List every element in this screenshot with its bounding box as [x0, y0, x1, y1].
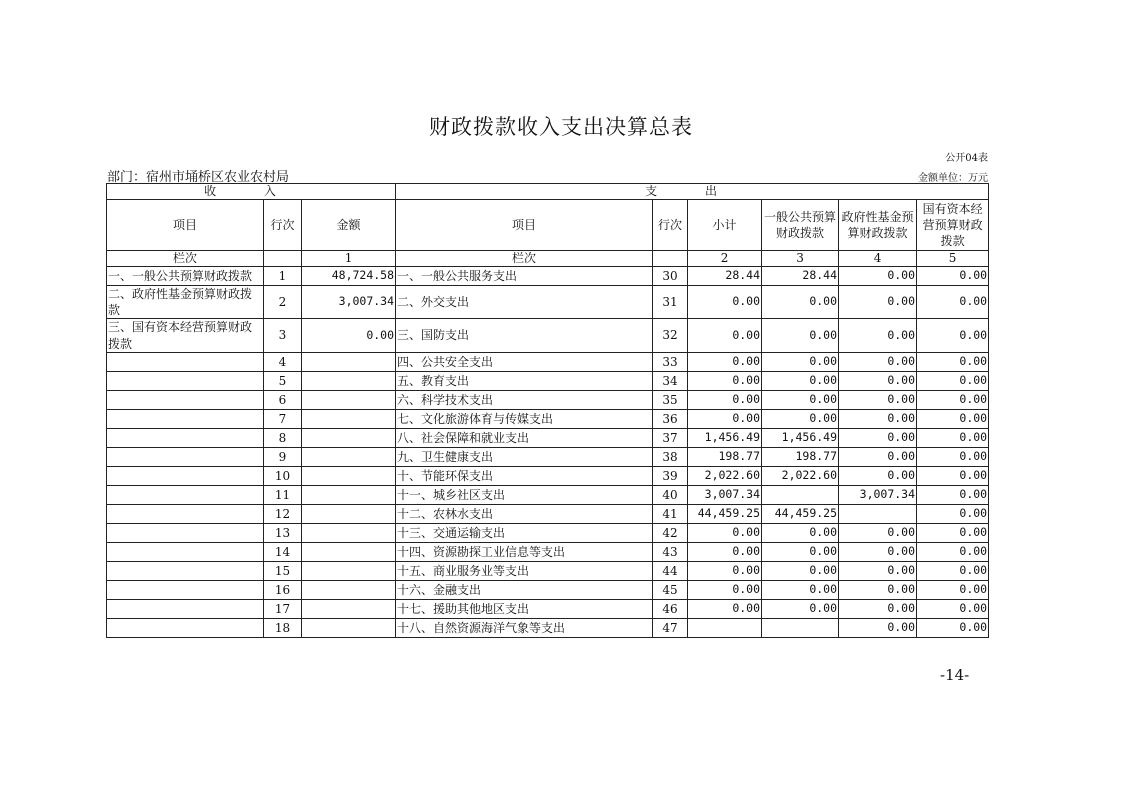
- expense-line-no-cell: 36: [653, 409, 688, 428]
- expense-item-cell: 十三、交通运输支出: [396, 523, 653, 542]
- gov-fund-cell: 0.00: [839, 390, 917, 409]
- income-amount-cell: 3,007.34: [302, 286, 396, 319]
- header-income-item: 项目: [107, 200, 264, 251]
- state-capital-cell: 0.00: [917, 523, 989, 542]
- income-amount-cell: [302, 447, 396, 466]
- income-item-cell: 三、国有资本经营预算财政拨款: [107, 319, 264, 352]
- subtotal-cell: [688, 618, 762, 637]
- expense-line-no-cell: 32: [653, 319, 688, 352]
- income-item-cell: [107, 352, 264, 371]
- table-row: [107, 428, 989, 447]
- table-row: [107, 485, 989, 504]
- subtotal-cell: 0.00: [688, 319, 762, 352]
- amount-unit-label: 金额单位：万元: [918, 173, 988, 184]
- expense-line-no-cell: 41: [653, 504, 688, 523]
- table-row: [107, 409, 989, 428]
- subtotal-cell: 1,456.49: [688, 428, 762, 447]
- gov-fund-cell: 3,007.34: [839, 485, 917, 504]
- state-capital-cell: 0.00: [917, 580, 989, 599]
- state-capital-cell: 0.00: [917, 447, 989, 466]
- general-budget-cell: 44,459.25: [762, 504, 839, 523]
- gov-fund-cell: 0.00: [839, 466, 917, 485]
- income-amount-cell: [302, 485, 396, 504]
- income-item-cell: [107, 409, 264, 428]
- income-item-cell: [107, 618, 264, 637]
- expense-item-cell: 四、公共安全支出: [396, 352, 653, 371]
- subtotal-cell: 0.00: [688, 371, 762, 390]
- income-amount-cell: [302, 371, 396, 390]
- income-item-cell: [107, 542, 264, 561]
- table-row: [107, 267, 989, 286]
- income-line-no-cell: 10: [264, 466, 302, 485]
- expense-line-no-cell: 40: [653, 485, 688, 504]
- header-income-amount: 金额: [302, 200, 396, 251]
- income-amount-cell: [302, 466, 396, 485]
- expense-item-cell: 十五、商业服务业等支出: [396, 561, 653, 580]
- subtotal-cell: 0.00: [688, 409, 762, 428]
- general-budget-cell: [762, 618, 839, 637]
- income-section-header: 收 入: [107, 184, 396, 200]
- expense-item-cell: 七、文化旅游体育与传媒支出: [396, 409, 653, 428]
- state-capital-cell: 0.00: [917, 485, 989, 504]
- state-capital-cell: 0.00: [917, 286, 989, 319]
- income-item-cell: [107, 485, 264, 504]
- general-budget-cell: [762, 485, 839, 504]
- header-general-budget: 一般公共预算财政拨款: [762, 200, 839, 251]
- expense-line-no-cell: 37: [653, 428, 688, 447]
- state-capital-cell: 0.00: [917, 409, 989, 428]
- income-line-no-cell: 2: [264, 286, 302, 319]
- column-number-blank: [653, 251, 688, 267]
- section-header-row: [107, 184, 989, 200]
- subtotal-cell: 0.00: [688, 580, 762, 599]
- gov-fund-cell: 0.00: [839, 319, 917, 352]
- income-amount-cell: [302, 523, 396, 542]
- state-capital-cell: 0.00: [917, 504, 989, 523]
- income-line-no-cell: 3: [264, 319, 302, 352]
- income-amount-cell: [302, 352, 396, 371]
- income-line-no-cell: 18: [264, 618, 302, 637]
- general-budget-cell: 0.00: [762, 319, 839, 352]
- expense-item-cell: 一、一般公共服务支出: [396, 267, 653, 286]
- income-line-no-cell: 15: [264, 561, 302, 580]
- table-row: [107, 352, 989, 371]
- expense-item-cell: 六、科学技术支出: [396, 390, 653, 409]
- income-line-no-cell: 16: [264, 580, 302, 599]
- income-item-cell: [107, 466, 264, 485]
- expense-item-cell: 十、节能环保支出: [396, 466, 653, 485]
- income-item-cell: [107, 447, 264, 466]
- report-title: 财政拨款收入支出决算总表: [429, 115, 693, 139]
- income-line-no-cell: 4: [264, 352, 302, 371]
- expense-line-no-cell: 38: [653, 447, 688, 466]
- general-budget-cell: 0.00: [762, 286, 839, 319]
- department-label: 部门：宿州市埇桥区农业农村局: [107, 170, 290, 185]
- state-capital-cell: 0.00: [917, 267, 989, 286]
- subtotal-cell: 3,007.34: [688, 485, 762, 504]
- income-line-no-cell: 6: [264, 390, 302, 409]
- income-item-cell: [107, 371, 264, 390]
- table-row: [107, 447, 989, 466]
- subtotal-cell: 0.00: [688, 352, 762, 371]
- form-number: 公开04表: [945, 153, 988, 164]
- gov-fund-cell: [839, 504, 917, 523]
- income-line-no-cell: 12: [264, 504, 302, 523]
- income-amount-cell: [302, 542, 396, 561]
- gov-fund-cell: 0.00: [839, 352, 917, 371]
- gov-fund-cell: 0.00: [839, 599, 917, 618]
- expense-item-cell: 八、社会保障和就业支出: [396, 428, 653, 447]
- income-item-cell: [107, 561, 264, 580]
- gov-fund-cell: 0.00: [839, 580, 917, 599]
- subtotal-cell: 0.00: [688, 561, 762, 580]
- general-budget-cell: 0.00: [762, 561, 839, 580]
- table-row: [107, 504, 989, 523]
- income-item-cell: 二、政府性基金预算财政拨款: [107, 286, 264, 319]
- state-capital-cell: 0.00: [917, 618, 989, 637]
- table-row: [107, 599, 989, 618]
- general-budget-cell: 0.00: [762, 542, 839, 561]
- income-amount-cell: [302, 580, 396, 599]
- income-item-cell: [107, 599, 264, 618]
- expense-item-cell: 九、卫生健康支出: [396, 447, 653, 466]
- income-item-cell: [107, 504, 264, 523]
- expense-item-cell: 五、教育支出: [396, 371, 653, 390]
- table-row: [107, 371, 989, 390]
- income-amount-cell: [302, 390, 396, 409]
- table-row: [107, 542, 989, 561]
- expense-line-no-cell: 35: [653, 390, 688, 409]
- income-amount-cell: [302, 618, 396, 637]
- income-line-no-cell: 13: [264, 523, 302, 542]
- gov-fund-cell: 0.00: [839, 542, 917, 561]
- subtotal-cell: 198.77: [688, 447, 762, 466]
- gov-fund-cell: 0.00: [839, 447, 917, 466]
- expense-line-no-cell: 30: [653, 267, 688, 286]
- state-capital-cell: 0.00: [917, 371, 989, 390]
- subtotal-cell: 0.00: [688, 390, 762, 409]
- income-line-no-cell: 8: [264, 428, 302, 447]
- table-row: [107, 561, 989, 580]
- general-budget-cell: 0.00: [762, 390, 839, 409]
- header-gov-fund: 政府性基金预算财政拨款: [839, 200, 917, 251]
- income-line-no-cell: 11: [264, 485, 302, 504]
- subtotal-cell: 28.44: [688, 267, 762, 286]
- expense-section-header: 支 出: [396, 184, 989, 200]
- income-item-cell: 一、一般公共预算财政拨款: [107, 267, 264, 286]
- income-line-no-cell: 7: [264, 409, 302, 428]
- column-number-blank: [264, 251, 302, 267]
- expense-item-cell: 十八、自然资源海洋气象等支出: [396, 618, 653, 637]
- income-line-no-cell: 17: [264, 599, 302, 618]
- subtotal-cell: 0.00: [688, 542, 762, 561]
- gov-fund-cell: 0.00: [839, 561, 917, 580]
- subtotal-cell: 0.00: [688, 286, 762, 319]
- table-row: [107, 319, 989, 352]
- gov-fund-cell: 0.00: [839, 428, 917, 447]
- column-number-3: 3: [762, 251, 839, 267]
- expense-item-cell: 十七、援助其他地区支出: [396, 599, 653, 618]
- table-row: [107, 580, 989, 599]
- expense-item-cell: 三、国防支出: [396, 319, 653, 352]
- gov-fund-cell: 0.00: [839, 523, 917, 542]
- expense-line-no-cell: 33: [653, 352, 688, 371]
- column-number-2: 2: [688, 251, 762, 267]
- income-amount-cell: [302, 561, 396, 580]
- state-capital-cell: 0.00: [917, 390, 989, 409]
- finance-summary-table: [106, 183, 989, 638]
- state-capital-cell: 0.00: [917, 466, 989, 485]
- gov-fund-cell: 0.00: [839, 618, 917, 637]
- subtotal-cell: 0.00: [688, 599, 762, 618]
- gov-fund-cell: 0.00: [839, 286, 917, 319]
- income-item-cell: [107, 390, 264, 409]
- expense-line-no-cell: 39: [653, 466, 688, 485]
- income-amount-cell: [302, 504, 396, 523]
- column-number-row: [107, 251, 989, 267]
- subtotal-cell: 0.00: [688, 523, 762, 542]
- income-amount-cell: [302, 409, 396, 428]
- expense-line-no-cell: 45: [653, 580, 688, 599]
- header-expense-item: 项目: [396, 200, 653, 251]
- state-capital-cell: 0.00: [917, 319, 989, 352]
- income-amount-cell: 48,724.58: [302, 267, 396, 286]
- expense-line-no-cell: 31: [653, 286, 688, 319]
- column-number-5: 5: [917, 251, 989, 267]
- page-number: -14-: [940, 666, 970, 684]
- general-budget-cell: 0.00: [762, 580, 839, 599]
- general-budget-cell: 0.00: [762, 371, 839, 390]
- income-amount-cell: [302, 599, 396, 618]
- subtotal-cell: 2,022.60: [688, 466, 762, 485]
- general-budget-cell: 1,456.49: [762, 428, 839, 447]
- general-budget-cell: 198.77: [762, 447, 839, 466]
- column-label-left: 栏次: [107, 251, 264, 267]
- table-row: [107, 390, 989, 409]
- income-line-no-cell: 5: [264, 371, 302, 390]
- gov-fund-cell: 0.00: [839, 409, 917, 428]
- general-budget-cell: 0.00: [762, 523, 839, 542]
- state-capital-cell: 0.00: [917, 428, 989, 447]
- table-row: [107, 466, 989, 485]
- income-item-cell: [107, 523, 264, 542]
- gov-fund-cell: 0.00: [839, 371, 917, 390]
- column-number-1: 1: [302, 251, 396, 267]
- state-capital-cell: 0.00: [917, 352, 989, 371]
- general-budget-cell: 0.00: [762, 409, 839, 428]
- general-budget-cell: 2,022.60: [762, 466, 839, 485]
- state-capital-cell: 0.00: [917, 561, 989, 580]
- income-line-no-cell: 14: [264, 542, 302, 561]
- income-item-cell: [107, 428, 264, 447]
- expense-line-no-cell: 43: [653, 542, 688, 561]
- income-line-no-cell: 9: [264, 447, 302, 466]
- expense-item-cell: 十六、金融支出: [396, 580, 653, 599]
- expense-line-no-cell: 44: [653, 561, 688, 580]
- table-row: [107, 618, 989, 637]
- column-number-4: 4: [839, 251, 917, 267]
- expense-line-no-cell: 34: [653, 371, 688, 390]
- table-row: [107, 523, 989, 542]
- expense-line-no-cell: 47: [653, 618, 688, 637]
- header-subtotal: 小计: [688, 200, 762, 251]
- gov-fund-cell: 0.00: [839, 267, 917, 286]
- income-amount-cell: [302, 428, 396, 447]
- state-capital-cell: 0.00: [917, 542, 989, 561]
- expense-item-cell: 十四、资源勘探工业信息等支出: [396, 542, 653, 561]
- table-row: [107, 286, 989, 319]
- expense-item-cell: 十一、城乡社区支出: [396, 485, 653, 504]
- expense-line-no-cell: 46: [653, 599, 688, 618]
- income-line-no-cell: 1: [264, 267, 302, 286]
- income-item-cell: [107, 580, 264, 599]
- subtotal-cell: 44,459.25: [688, 504, 762, 523]
- general-budget-cell: 28.44: [762, 267, 839, 286]
- header-state-capital: 国有资本经营预算财政拨款: [917, 200, 989, 251]
- income-amount-cell: 0.00: [302, 319, 396, 352]
- expense-item-cell: 十二、农林水支出: [396, 504, 653, 523]
- general-budget-cell: 0.00: [762, 599, 839, 618]
- general-budget-cell: 0.00: [762, 352, 839, 371]
- header-expense-line-no: 行次: [653, 200, 688, 251]
- column-label-right: 栏次: [396, 251, 653, 267]
- header-income-line-no: 行次: [264, 200, 302, 251]
- expense-item-cell: 二、外交支出: [396, 286, 653, 319]
- state-capital-cell: 0.00: [917, 599, 989, 618]
- column-header-row: [107, 200, 989, 251]
- expense-line-no-cell: 42: [653, 523, 688, 542]
